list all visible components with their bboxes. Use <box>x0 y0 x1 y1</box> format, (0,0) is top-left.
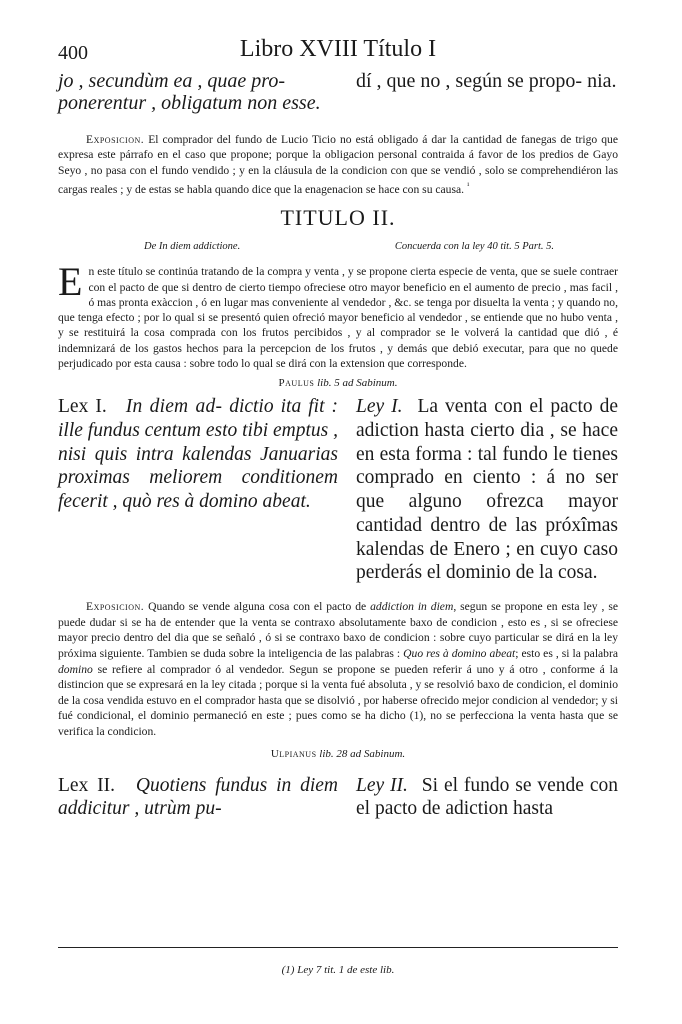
ley-text: La venta con el pacto de adiction hasta cierto dia , se hace en esta forma : tal fundo le tienes comprado en ciento : á no ser que alguno ofrezca mayor cantidad dentro de las próxîmas kalendas de Enero ; en cuyo caso perderás el dominio de la cosa. <box>356 395 619 584</box>
book-page <box>58 32 618 821</box>
law-spanish <box>356 395 618 585</box>
title-subheads <box>144 241 554 252</box>
footnote: (1) Ley 7 tit. 1 de este lib. <box>281 964 395 976</box>
lex-label: Lex II. <box>58 774 116 796</box>
carry-over-latin: jo , secundùm ea , quae pro- ponerentur , obligatum non esse. <box>58 70 321 114</box>
running-head: Libro XVIII Título I <box>239 36 437 62</box>
lex-first-words: In diem ad- <box>125 395 223 417</box>
exposition-italic-term: addiction in diem <box>370 600 454 614</box>
exposition-italic-term: Quo res à domino abeat <box>403 647 516 661</box>
ley-label: Ley I. <box>356 395 403 417</box>
drop-cap: E <box>58 259 83 305</box>
law-spanish <box>356 774 618 822</box>
footnote-mark: ¹ <box>466 181 470 191</box>
footnote-rule <box>58 947 618 948</box>
page-number: 400 <box>58 42 88 64</box>
source-citation <box>58 748 618 760</box>
lex-label: Lex I. <box>58 395 107 417</box>
lex-text: Quotiens fundus in diem addicitur , utrùm pu- <box>58 774 338 820</box>
exposition-paragraph <box>58 132 618 197</box>
section-title: TITULO II. <box>280 205 396 231</box>
subhead-left: De In diem addictione. <box>144 241 241 253</box>
carry-over-parallel-text <box>58 70 618 114</box>
law-parallel-text <box>58 774 618 822</box>
source-citation <box>58 377 618 389</box>
source-author: Paulus <box>278 376 315 389</box>
law-parallel-text <box>58 395 618 585</box>
exposition-text: Quando se vende alguna cosa con el pacto de <box>148 600 367 614</box>
intro-paragraph <box>58 259 618 370</box>
source-reference: lib. 28 ad Sabinum. <box>319 747 406 760</box>
lex-text: dictio ita fit : ille fundus centum esto tibi emptus , nisi quis intra kalendas Januarias proximas meliorem conditionem fecerit , quò res à domino abeat. <box>58 395 339 513</box>
exposition-text: ; esto es , si la palabra <box>515 647 618 661</box>
exposition-italic-term: domino <box>58 662 93 676</box>
exposition-label: Exposicion. <box>86 600 145 614</box>
exposition-paragraph <box>58 599 618 739</box>
subhead-right: Concuerda con la ley 40 tit. 5 Part. 5. <box>394 241 554 253</box>
exposition-label: Exposicion. <box>86 133 145 146</box>
exposition-text: se refiere al comprador ó al vendedor. Segun se propone se pueden referir á uno y á otro , conforme á la distincion que se expresará en la ley citada ; porque si la venta fué absoluta , y se resolvió baxo de condicion, el dominio de la cosa vendida estuvo en el comprador hasta que se disolvió , por haberse ofrecido mejor condicion al vendedor; y si fué condicional, el dominio permaneció en este ; pues como se ha dicho (1), no se perfecciona la venta hasta que se verifica la condicion. <box>58 662 618 739</box>
page-header <box>58 32 618 68</box>
source-author: Ulpianus <box>270 747 317 760</box>
exposition-text: El comprador del fundo de Lucio Ticio no está obligado á dar la cantidad de fanegas de trigo que expresa este párrafo en el caso que propone; porque la obligacion personal contraida á favor de los predios de Gayo Seyo , no pasa con el fundo vendido ; y en la cláusula de la condicion con que se vendió , solo se comprehendiéron las cargas reales ; y de estas se habla quando dice que la enagenacion se hace con su causa. <box>58 133 618 197</box>
ley-text: Si el fundo se vende con el pacto de adiction hasta <box>356 774 618 820</box>
ley-label: Ley II. <box>356 774 408 796</box>
law-latin <box>58 774 338 822</box>
exposition-text: , segun se propone en esta ley , se puede dudar si se ha de entender que la venta se contraxo absolutamente baxo de condicion , esto es , si se ofreciese mayor precio dentro del dia que se señaló , ó si se contraxo baxo de condicion : sobre cuyo particular se dirá en la ley próxima siguiente. Tambien se duda sobre la inteligencia de las palabras : <box>58 600 618 661</box>
source-reference: lib. 5 ad Sabinum. <box>317 376 398 389</box>
intro-text: n este título se continúa tratando de la compra y venta , y se propone cierta especie de venta, que se suele contraer con el pacto de que si dentro de cierto tiempo ofreciese otro mayor beneficio en el aumento de precio , mas facil , ó mas pronta exàccion , ó en lugar mas conveniente al vendedor , &c. se tenga por disuelta la venta ; y quando no, que tenga efecto ; por lo qual si se presentó quien ofreció mayor beneficio al vendedor , se entiende que no hubo venta , y se restituirá la cosa comprada con los frutos percibidos , y al comprador se le volverá la cantidad que dió , é indemnizará de los gastos hechos para la percepcion de los frutos , y demás que debió executar, para que no quede perjudicado por esta causa : sobre todo lo qual se dirá con la extension que corresponde. <box>58 265 618 370</box>
law-latin <box>58 395 338 585</box>
carry-over-spanish: dí , que no , según se propo- nia. <box>356 70 617 92</box>
